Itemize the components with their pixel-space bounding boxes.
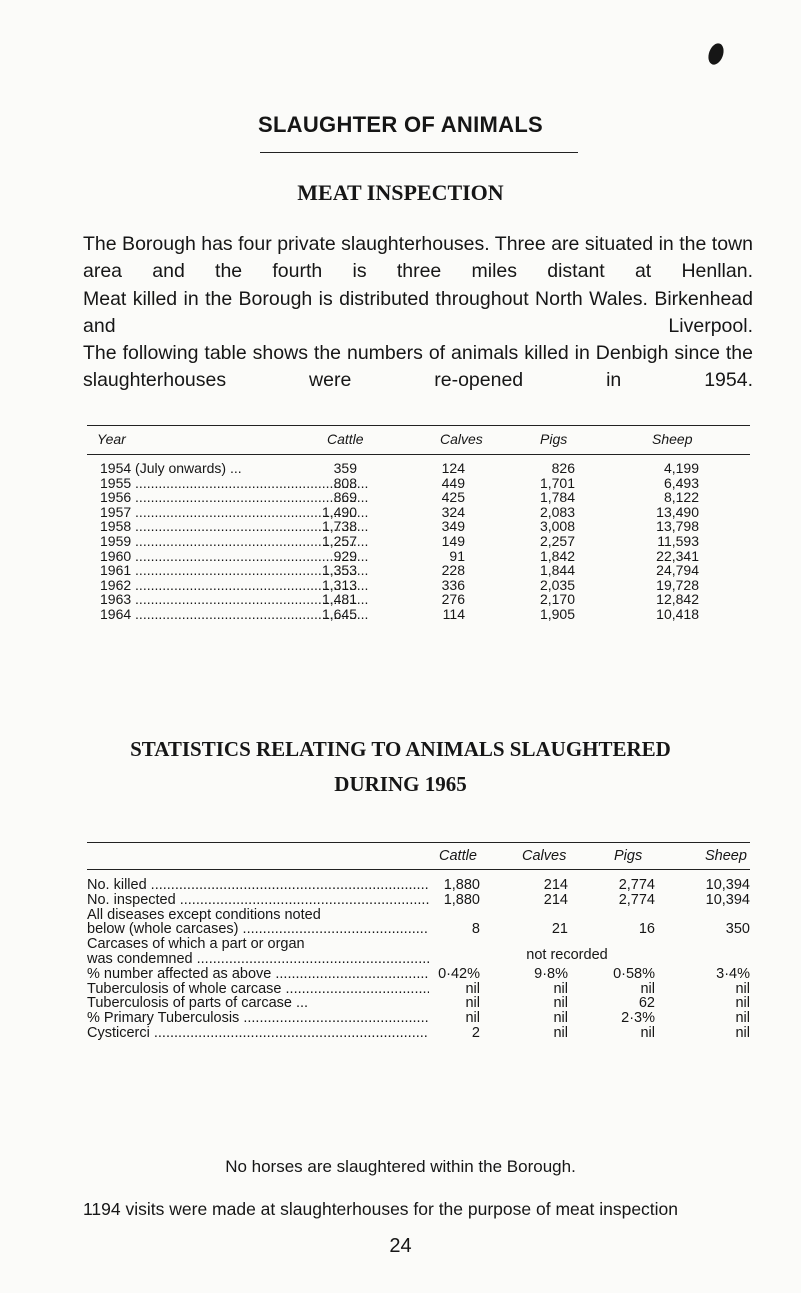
cell-sheep: 4,199 — [663, 460, 699, 476]
cell-sheep: 13,798 — [656, 518, 699, 535]
cell-sheep: 19,728 — [656, 576, 699, 593]
cell-note: not recorded — [526, 946, 608, 963]
row-label: % Primary Tuberculosis ..... — [87, 1011, 429, 1026]
cell-cattle: 1,645 — [321, 605, 357, 622]
row-label: Carcases of which a part or organ — [87, 937, 305, 952]
row-label: was condemned ..... — [87, 952, 429, 967]
cell-sheep: nil — [735, 995, 750, 1012]
cell-calves: 349 — [441, 518, 465, 535]
cell-sheep: 8,122 — [663, 489, 699, 506]
cell-year: 1957 ..... — [100, 505, 368, 520]
cell-pigs: 1,844 — [539, 562, 575, 579]
cell-pigs: nil — [640, 1024, 655, 1041]
annual-table — [87, 425, 750, 622]
table-row — [87, 1011, 750, 1026]
cell-pigs: 1,784 — [539, 489, 575, 506]
section-heading: MEAT INSPECTION — [297, 180, 504, 205]
cell-sheep: 10,418 — [656, 605, 699, 622]
cell-cattle: 808 — [333, 474, 357, 491]
row-label: % number affected as above ..... — [87, 967, 429, 982]
stats-header-pigs: Pigs — [614, 848, 643, 864]
cell-cattle: 1,490 — [321, 503, 357, 520]
cell-pigs: 2,035 — [539, 576, 575, 593]
cell-calves: 21 — [551, 921, 568, 938]
table-row — [87, 1026, 750, 1041]
table-row — [87, 563, 750, 578]
cell-pigs: 0·58% — [613, 965, 655, 982]
stats-table — [87, 842, 750, 1041]
table-row — [87, 878, 750, 893]
stats-table-body — [87, 870, 750, 1041]
cell-cattle: 1,313 — [321, 576, 357, 593]
cell-cattle: nil — [465, 995, 480, 1012]
row-label: All diseases except conditions noted — [87, 907, 321, 923]
cell-pigs: 62 — [638, 995, 655, 1012]
row-label: Tuberculosis of whole carcase ..... — [87, 982, 429, 997]
cell-calves: 149 — [441, 532, 465, 549]
cell-pigs: 2,170 — [539, 591, 575, 608]
table-row — [87, 476, 750, 491]
cell-calves: 124 — [441, 460, 465, 476]
cell-calves: nil — [553, 980, 568, 997]
cell-calves: 9·8% — [534, 965, 568, 982]
cell-cattle: nil — [465, 1010, 480, 1027]
cell-sheep: nil — [735, 1010, 750, 1027]
cell-cattle: 929 — [333, 547, 357, 564]
row-label: No. killed ..... — [87, 878, 429, 893]
cell-pigs: 1,701 — [539, 474, 575, 491]
cell-cattle: 869 — [333, 489, 357, 506]
cell-sheep: 13,490 — [656, 503, 699, 520]
table-row — [87, 946, 750, 967]
cell-calves: 214 — [543, 891, 568, 908]
cell-year: 1964 ..... — [100, 607, 368, 622]
cell-pigs: 2,083 — [539, 503, 575, 520]
cell-year: 1963 ..... — [100, 592, 368, 607]
cell-pigs: 1,842 — [539, 547, 575, 564]
cell-calves: nil — [553, 995, 568, 1012]
cell-calves: 336 — [441, 576, 465, 593]
table-row — [87, 534, 750, 549]
cell-year: 1958 ..... — [100, 519, 368, 534]
stats-header-calves: Calves — [522, 848, 567, 864]
cell-cattle: 0·42% — [438, 965, 480, 982]
cell-cattle: 1,353 — [321, 562, 357, 579]
stats-table-header — [87, 842, 750, 870]
paragraph-2: Meat killed in the Borough is distributed throughout North Wales. Birkenhead and Liverpool. — [83, 288, 753, 337]
table-row — [87, 908, 750, 923]
row-label: Cysticerci ..... — [87, 1026, 429, 1041]
annual-table-body — [87, 455, 750, 622]
stats-header-cattle: Cattle — [439, 848, 477, 864]
title-rule — [260, 152, 578, 153]
row-label: Tuberculosis of parts of carcase ... — [87, 996, 309, 1012]
cell-cattle: 1,481 — [321, 591, 357, 608]
cell-pigs: 826 — [551, 460, 575, 476]
cell-year: 1960 ..... — [100, 549, 368, 564]
cell-pigs: 2·3% — [621, 1010, 655, 1027]
row-label: No. inspected ..... — [87, 893, 429, 908]
cell-year: 1954 (July onwards) ... — [100, 461, 242, 476]
cell-sheep: 24,794 — [656, 562, 699, 579]
cell-cattle: 8 — [471, 921, 480, 938]
cell-cattle: 2 — [471, 1024, 480, 1041]
cell-sheep: nil — [735, 1024, 750, 1041]
cell-sheep: 3·4% — [716, 965, 750, 982]
cell-pigs: 2,774 — [618, 891, 655, 908]
header-cattle: Cattle — [327, 431, 364, 447]
cell-sheep: 350 — [725, 921, 750, 938]
table-row — [87, 592, 750, 607]
cell-sheep: 22,341 — [656, 547, 699, 564]
visits-note: 1194 visits were made at slaughterhouses for the purpose of meat inspection — [83, 1199, 679, 1219]
page-title: SLAUGHTER OF ANIMALS — [257, 112, 544, 137]
cell-sheep: 10,394 — [705, 877, 750, 893]
cell-calves: 214 — [543, 877, 568, 893]
cell-year: 1961 ..... — [100, 563, 368, 578]
cell-pigs: 3,008 — [539, 518, 575, 535]
cell-cattle: 1,880 — [443, 891, 480, 908]
cell-sheep: 11,593 — [657, 532, 699, 549]
table-row — [87, 461, 750, 476]
stats-heading-line1: STATISTICS RELATING TO ANIMALS SLAUGHTERED — [130, 737, 671, 761]
row-label: below (whole carcases) ..... — [87, 922, 429, 937]
table-row — [87, 996, 750, 1011]
cell-sheep: 10,394 — [705, 891, 750, 908]
header-pigs: Pigs — [540, 431, 568, 447]
table-row — [87, 607, 750, 622]
table-row — [87, 922, 750, 937]
cell-cattle: 1,880 — [443, 877, 480, 893]
table-row — [87, 967, 750, 982]
cell-sheep: 12,842 — [656, 591, 699, 608]
cell-pigs: 1,905 — [539, 605, 575, 622]
stats-heading-line2: DURING 1965 — [334, 772, 467, 796]
cell-calves: 91 — [449, 547, 465, 564]
cell-calves: nil — [553, 1010, 568, 1027]
cell-year: 1962 ..... — [100, 578, 368, 593]
cell-calves: 228 — [441, 562, 465, 579]
table-row — [87, 937, 750, 952]
table-row — [87, 549, 750, 564]
table-row — [87, 505, 750, 520]
cell-calves: 276 — [441, 591, 465, 608]
header-year: Year — [97, 431, 126, 447]
cell-calves: 324 — [441, 503, 465, 520]
header-sheep: Sheep — [652, 431, 693, 447]
cell-sheep: nil — [735, 980, 750, 997]
cell-pigs: nil — [640, 980, 655, 997]
cell-year: 1959 ..... — [100, 534, 368, 549]
cell-cattle: 1,738 — [321, 518, 357, 535]
stats-header-sheep: Sheep — [705, 848, 747, 864]
cell-cattle: 1,257 — [321, 532, 357, 549]
cell-cattle: 359 — [333, 460, 357, 476]
table-row — [87, 519, 750, 534]
cell-calves: nil — [553, 1024, 568, 1041]
footnote: No horses are slaughtered within the Borough. — [225, 1157, 576, 1176]
page-number: 24 — [389, 1235, 412, 1257]
cell-pigs: 16 — [638, 921, 655, 938]
paragraph-1: The Borough has four private slaughterhouses. Three are situated in the town area and the fourth is three miles distant at Henllan. — [83, 233, 753, 282]
annual-table-header — [87, 425, 750, 455]
ink-blot — [706, 41, 727, 66]
cell-year: 1955 ..... — [100, 476, 368, 491]
cell-pigs: 2,257 — [539, 532, 575, 549]
paragraph-3: The following table shows the numbers of animals killed in Denbigh since the slaughterhouses were re-opened in 1954. — [83, 342, 753, 391]
cell-sheep: 6,493 — [663, 474, 699, 491]
cell-calves: 425 — [441, 489, 465, 506]
table-row — [87, 490, 750, 505]
cell-pigs: 2,774 — [618, 877, 655, 893]
table-row — [87, 893, 750, 908]
table-row — [87, 982, 750, 997]
header-calves: Calves — [440, 431, 483, 447]
cell-calves: 449 — [441, 474, 465, 491]
cell-calves: 114 — [442, 605, 465, 622]
cell-cattle: nil — [465, 980, 480, 997]
table-row — [87, 578, 750, 593]
cell-year: 1956 ..... — [100, 490, 368, 505]
